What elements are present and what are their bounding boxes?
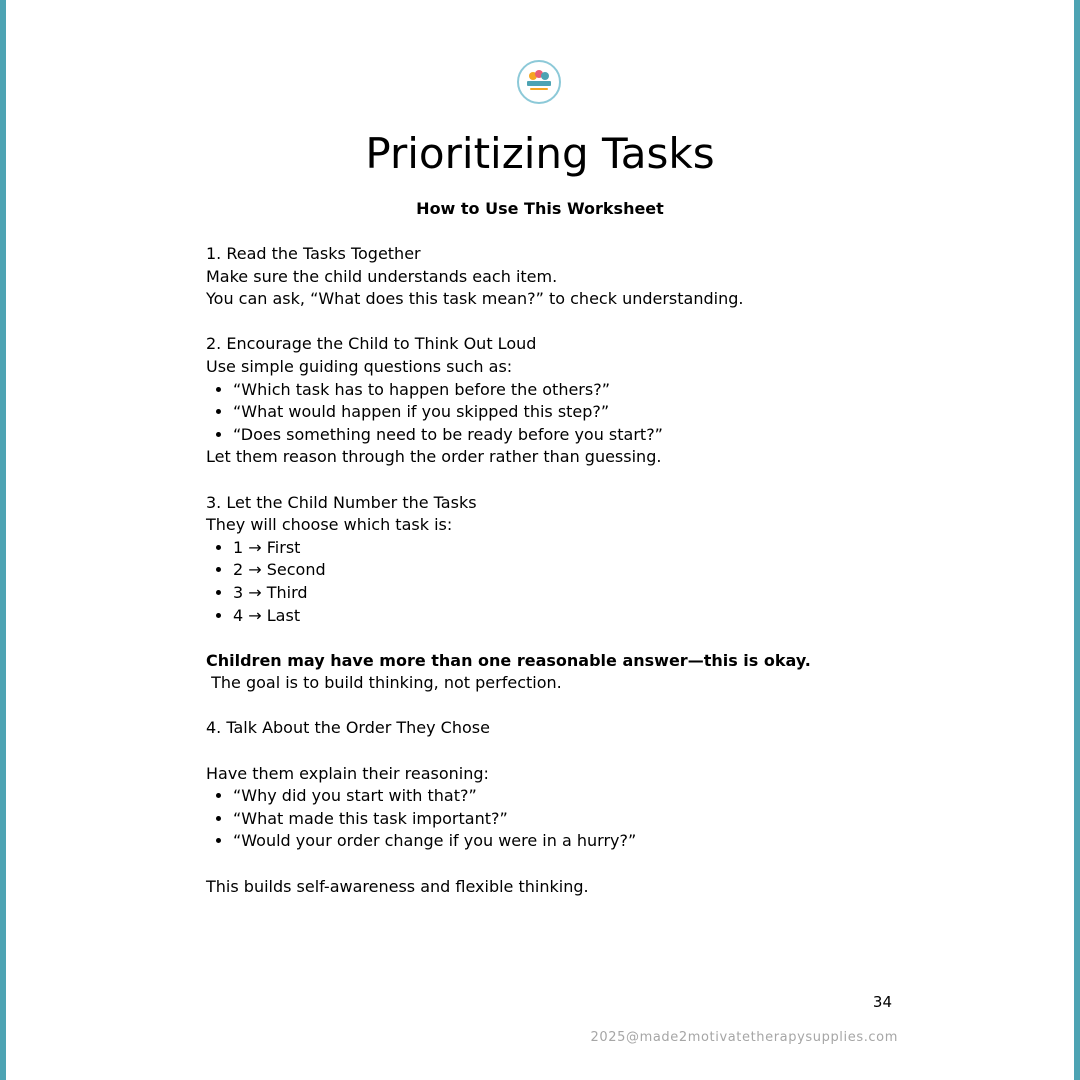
list-item: • “Which task has to happen before the others?” <box>233 379 926 402</box>
worksheet-subtitle: How to Use This Worksheet <box>416 199 664 218</box>
made2motivate-logo <box>517 60 561 104</box>
section-4-heading: 4. Talk About the Order They Chose <box>206 718 490 738</box>
page-number: 34 <box>872 993 892 1011</box>
spacer <box>206 469 926 492</box>
section-3-intro: They will choose which task is: <box>206 515 453 535</box>
section-2-heading: 2. Encourage the Child to Think Out Loud <box>206 334 537 354</box>
spacer <box>206 853 926 876</box>
instructions-body <box>206 243 926 898</box>
spacer <box>206 740 926 763</box>
worksheet-page <box>6 0 1074 1080</box>
list-item: • “Why did you start with that?” <box>233 785 926 808</box>
spacer <box>206 311 926 334</box>
list-item: • 4 → Last <box>233 605 926 628</box>
section-1-line: Make sure the child understands each item. <box>206 266 558 286</box>
section-4-intro: Have them explain their reasoning: <box>206 763 489 783</box>
list-item: • “Would your order change if you were in a hurry?” <box>233 830 926 853</box>
section-2-closing: Let them reason through the order rather than guessing. <box>206 447 662 467</box>
section-1-heading: 1. Read the Tasks Together <box>206 244 421 263</box>
list-item: • 1 → First <box>233 537 926 560</box>
note-bold: Children may have more than one reasonable answer—this is okay. <box>206 650 811 670</box>
footer-copyright: 2025@made2motivatetherapysupplies.com <box>590 1030 898 1045</box>
list-item: • “What made this task important?” <box>233 808 926 831</box>
list-item: • 3 → Third <box>233 582 926 605</box>
note-text: The goal is to build thinking, not perfection. <box>206 673 562 693</box>
guiding-questions-list <box>206 379 926 447</box>
hands-logo-icon <box>519 62 559 102</box>
section-3-heading: 3. Let the Child Number the Tasks <box>206 492 477 512</box>
list-item: • “What would happen if you skipped this step?” <box>233 401 926 424</box>
page-title: Prioritizing Tasks <box>365 129 715 178</box>
list-item: • 2 → Second <box>233 559 926 582</box>
section-4-closing: This builds self-awareness and flexible thinking. <box>206 876 589 896</box>
section-2-intro: Use simple guiding questions such as: <box>206 356 513 376</box>
task-order-list <box>206 537 926 627</box>
reasoning-questions-list <box>206 785 926 853</box>
spacer <box>206 695 926 718</box>
list-item: • “Does something need to be ready before you start?” <box>233 424 926 447</box>
spacer <box>206 627 926 650</box>
section-1-line: You can ask, “What does this task mean?” to check understanding. <box>206 289 744 309</box>
